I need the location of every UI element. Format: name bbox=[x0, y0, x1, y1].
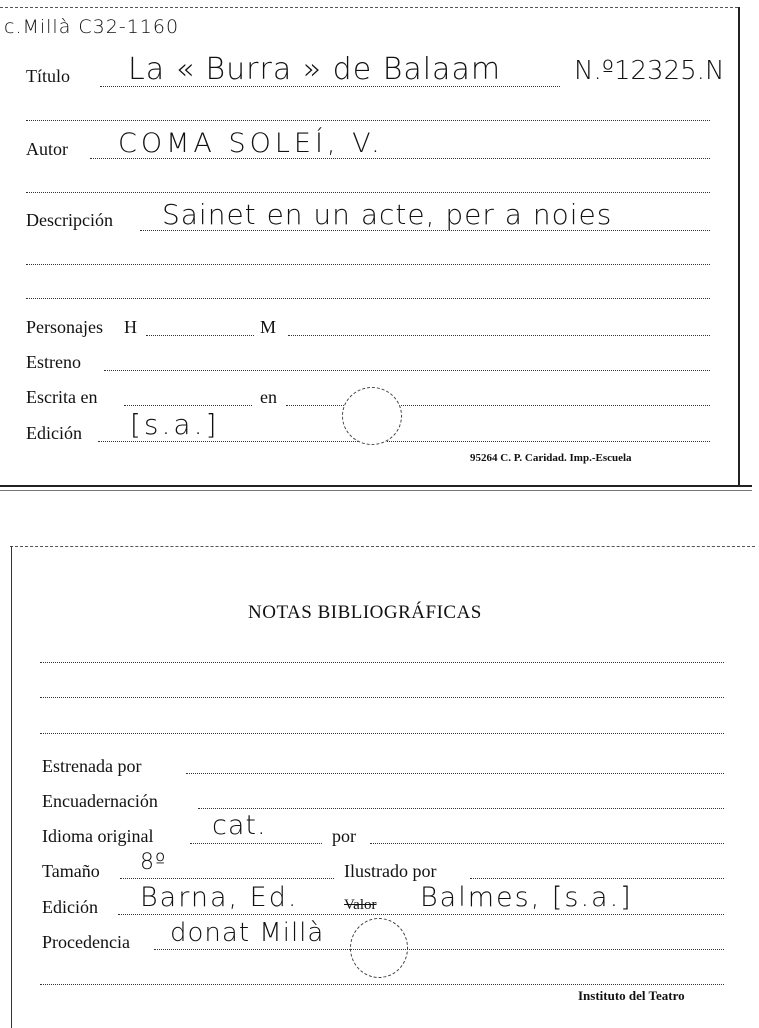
premiered-by-label: Estrenada por bbox=[42, 756, 142, 776]
characters-label: Personajes bbox=[26, 317, 103, 337]
stamp-circle bbox=[342, 387, 402, 445]
description-line-2 bbox=[26, 264, 710, 265]
translator-line bbox=[370, 843, 724, 844]
characters-h-label: H bbox=[124, 317, 137, 337]
notes-heading: NOTAS BIBLIOGRÁFICAS bbox=[248, 602, 482, 623]
original-language-label: Idioma original bbox=[42, 826, 154, 846]
edition-line bbox=[98, 441, 710, 442]
translator-by-label: por bbox=[332, 826, 356, 846]
edition-line bbox=[118, 914, 724, 915]
characters-m-label: M bbox=[260, 317, 277, 337]
characters-m-line bbox=[288, 335, 710, 336]
edition-label: Edición bbox=[26, 423, 82, 443]
printer-imprint: 95264 C. P. Caridad. Imp.-Escuela bbox=[470, 452, 632, 464]
edition-value: [s.a.] bbox=[130, 408, 220, 441]
written-en-label: en bbox=[260, 387, 277, 407]
title-line-2 bbox=[26, 120, 710, 121]
institution-imprint: Instituto del Teatro bbox=[578, 988, 685, 1003]
stamp-circle bbox=[350, 918, 408, 978]
premiere-line bbox=[104, 370, 710, 371]
notes-line-1 bbox=[40, 662, 724, 663]
card-border-left bbox=[11, 546, 12, 1028]
characters-h-line bbox=[146, 335, 254, 336]
author-value: COMA SOLEÍ, V. bbox=[118, 128, 384, 159]
description-label: Descripción bbox=[26, 210, 113, 230]
card-border-top bbox=[10, 546, 755, 547]
premiered-by-line bbox=[186, 773, 724, 774]
description-value: Sainet en un acte, per a noies bbox=[162, 198, 613, 231]
corner-note: c.Millà C32-1160 bbox=[4, 16, 180, 38]
catalog-card-top bbox=[0, 0, 759, 495]
written-in-line bbox=[124, 405, 252, 406]
edition-struck-word: Valor bbox=[344, 897, 377, 913]
notes-line-bottom bbox=[40, 984, 724, 985]
written-in-label: Escrita en bbox=[26, 387, 98, 407]
binding-line bbox=[198, 808, 724, 809]
illustrated-by-label: Ilustrado por bbox=[344, 861, 437, 881]
size-value: 8º bbox=[140, 850, 167, 875]
notes-line-2 bbox=[40, 697, 724, 698]
edition-label: Edición bbox=[42, 897, 98, 917]
original-language-line bbox=[190, 843, 322, 844]
title-label: Título bbox=[26, 66, 70, 86]
card-border-right bbox=[738, 7, 740, 485]
binding-label: Encuadernación bbox=[42, 791, 158, 811]
original-language-value: cat. bbox=[212, 810, 267, 841]
catalog-card-bottom bbox=[0, 540, 759, 1028]
provenance-label: Procedencia bbox=[42, 932, 130, 952]
premiere-label: Estreno bbox=[26, 352, 81, 372]
card-border-bottom-shadow bbox=[0, 490, 752, 491]
edition-value-2: Balmes, [s.a.] bbox=[420, 882, 633, 913]
card-border-bottom bbox=[0, 485, 752, 487]
title-value: La « Burra » de Balaam bbox=[128, 52, 502, 87]
catalog-number: N.º12325.N bbox=[574, 56, 725, 86]
author-line-2 bbox=[26, 192, 710, 193]
illustrated-by-line bbox=[470, 878, 724, 879]
card-border-top bbox=[0, 7, 738, 8]
description-line-3 bbox=[26, 298, 710, 299]
author-label: Autor bbox=[26, 139, 68, 159]
provenance-line bbox=[154, 949, 724, 950]
size-line bbox=[120, 878, 334, 879]
notes-line-3 bbox=[40, 733, 724, 734]
provenance-value: donat Millà bbox=[170, 918, 325, 948]
edition-value: Barna, Ed. bbox=[140, 882, 299, 913]
size-label: Tamaño bbox=[42, 861, 100, 881]
